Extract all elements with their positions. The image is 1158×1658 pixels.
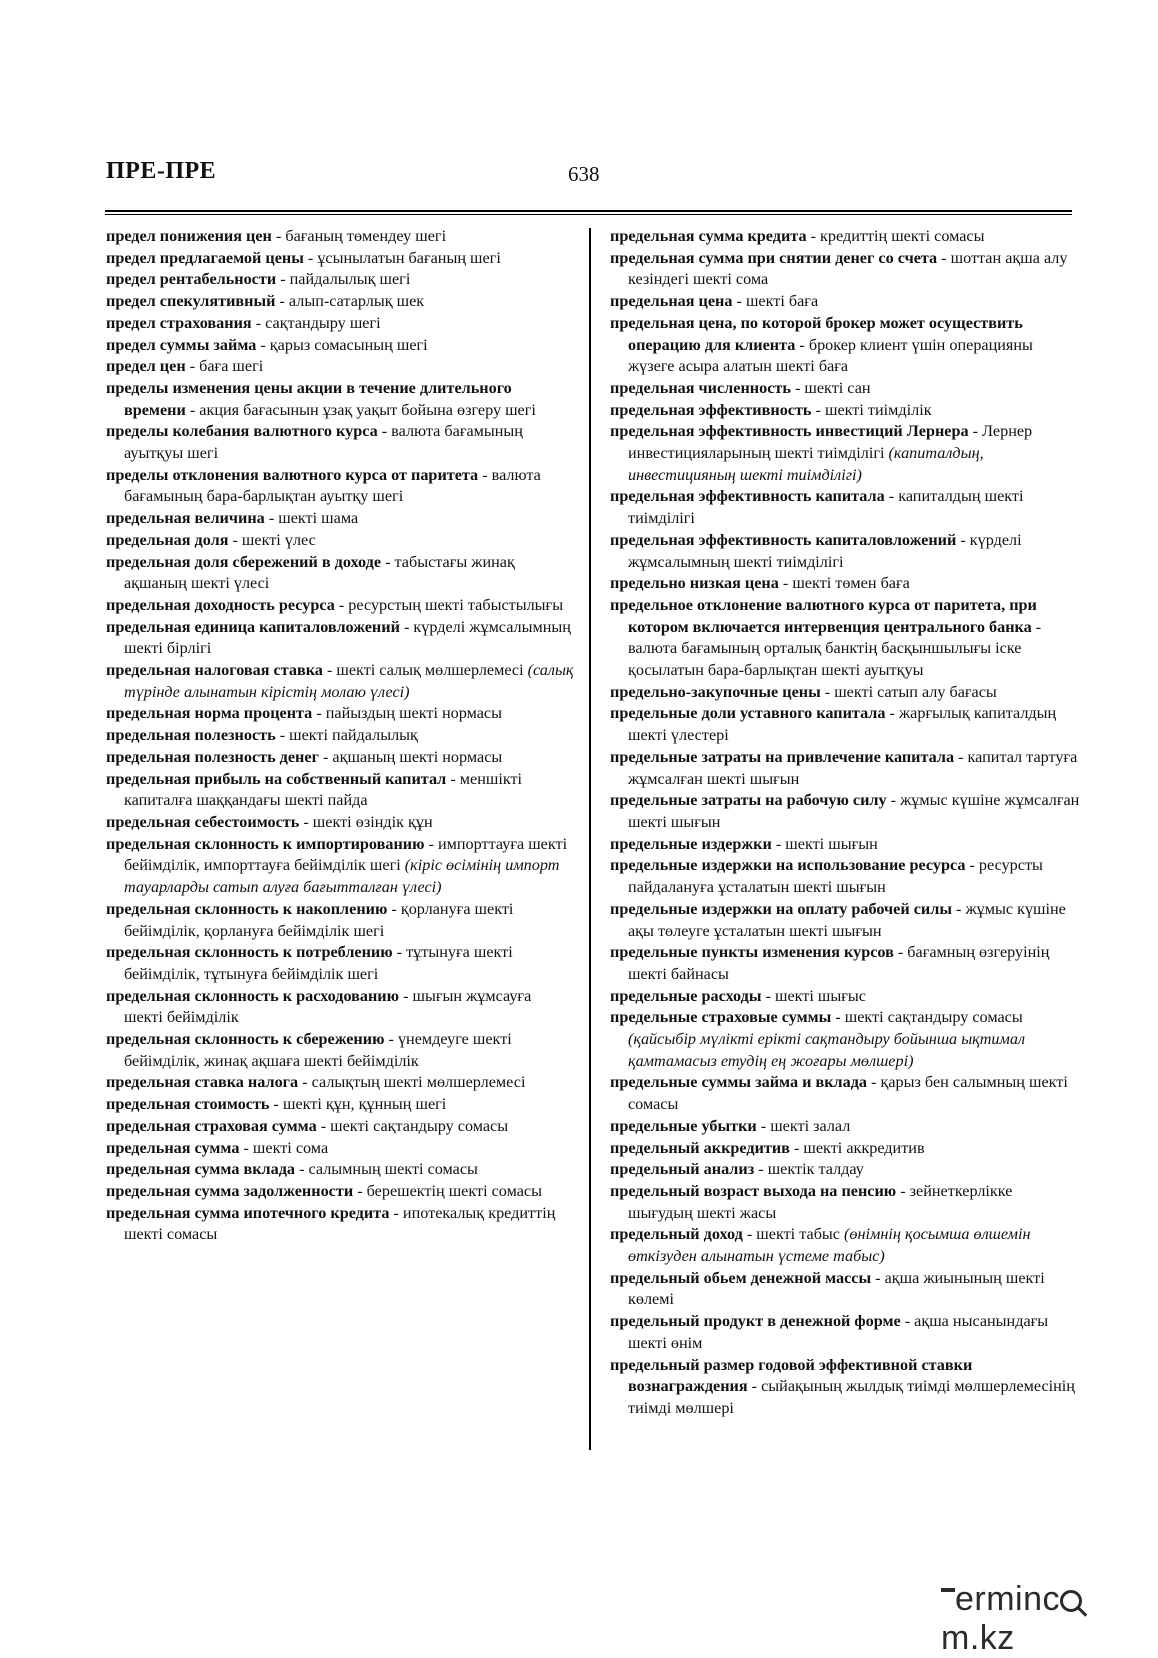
entry-term: предельная единица капиталовложений	[106, 617, 400, 636]
dictionary-entry	[106, 508, 574, 530]
entry-definition: - пайыздың шекті нормасы	[312, 704, 502, 723]
entry-term: предельное отклонение валютного курса от паритета, при котором включается интервенция центрального банка	[610, 595, 1037, 636]
entry-definition: - шекті құн, құнның шегі	[269, 1095, 447, 1114]
entry-term: предельная эффективность капиталовложений	[610, 530, 957, 549]
entry-term: предельный аккредитив	[610, 1138, 790, 1157]
entry-definition: - шекті пайдалылық	[275, 726, 418, 745]
entry-term: предельная склонность к расходованию	[106, 986, 400, 1005]
entry-term: предельные суммы займа и вклада	[610, 1073, 867, 1092]
entry-term: предельная склонность к импортированию	[106, 834, 425, 853]
dictionary-entry	[610, 421, 1080, 486]
entry-term: предельная склонность к потреблению	[106, 943, 393, 962]
entry-definition: - капитал тартуға жұмсалған шекті шығын	[628, 747, 1078, 788]
dictionary-entry	[610, 703, 1080, 746]
entry-definition: - сыйақының жылдық тиімді мөлшерлемесінің тиімді мөлшері	[628, 1377, 1075, 1417]
dictionary-entry	[610, 226, 1080, 248]
entry-definition: - үнемдеуге шекті бейімділік, жинақ ақшаға шекті бейімділік	[124, 1030, 512, 1070]
entry-note: (салық түрінде алынатын кірістің молаю үлесі)	[124, 661, 574, 701]
dictionary-entry	[610, 1355, 1080, 1420]
dictionary-entry	[610, 1224, 1080, 1267]
entry-definition: - алып-сатарлық шек	[275, 292, 425, 311]
entry-note: (капиталдың, инвестицияның шекті тиімділігі)	[628, 444, 984, 484]
entry-term: предел понижения цен	[106, 227, 272, 245]
entry-term: предельные расходы	[610, 986, 762, 1005]
entry-definition: - шекті табыс	[742, 1225, 845, 1244]
dictionary-entry	[106, 1116, 574, 1138]
entry-term: предел страхования	[106, 313, 252, 332]
entry-definition: - салықтың шекті мөлшерлемесі	[298, 1073, 526, 1092]
entry-definition: - ақшаның шекті нормасы	[318, 747, 503, 766]
dictionary-entry	[106, 226, 574, 248]
entry-term: предельная сумма при снятии денег со счета	[610, 248, 938, 267]
entry-definition: - ұсынылатын бағаның шегі	[303, 248, 501, 267]
right-column	[610, 226, 1080, 1420]
dictionary-entry	[610, 378, 1080, 400]
dictionary-entry	[106, 812, 574, 834]
logo-text-part1: erminc	[955, 1580, 1061, 1618]
entry-definition: - шекті сақтандыру сомасы	[316, 1116, 509, 1135]
entry-term: предельная себестоимость	[106, 812, 300, 831]
dictionary-entry	[106, 1138, 574, 1160]
entry-definition: - жұмыс күшіне жұмсалған шекті шығын	[628, 791, 1080, 831]
dictionary-entry	[610, 1181, 1080, 1224]
entry-term: предельная эффективность	[610, 400, 812, 419]
dictionary-entry	[610, 986, 1080, 1008]
dictionary-entry	[106, 1072, 574, 1094]
entry-term: предельная сумма ипотечного кредита	[106, 1203, 390, 1222]
dictionary-entry	[106, 465, 574, 508]
dictionary-entry	[106, 269, 574, 291]
dictionary-entry	[610, 682, 1080, 704]
dictionary-entry	[106, 356, 574, 378]
column-divider	[589, 228, 591, 1450]
entry-term: предел спекулятивный	[106, 292, 276, 311]
dictionary-entry	[610, 1159, 1080, 1181]
entry-definition: - пайдалылық шегі	[276, 270, 411, 289]
entry-definition: - табыстағы жинақ ақшаның шекті үлесі	[124, 552, 515, 593]
dictionary-entry	[610, 1116, 1080, 1138]
dictionary-entry	[610, 1268, 1080, 1311]
dictionary-entry	[106, 421, 574, 464]
entry-definition: - ресурсты пайдалануға ұсталатын шекті шығын	[628, 856, 1043, 897]
entry-term: предельные затраты на привлечение капитала	[610, 747, 955, 766]
dictionary-entry	[106, 834, 574, 899]
entry-term: предельная доходность ресурса	[106, 595, 335, 614]
entry-term: предельно низкая цена	[610, 574, 779, 593]
entry-term: предельная сумма кредита	[610, 227, 807, 245]
entry-definition: - жұмыс күшіне ақы төлеуге ұсталатын шекті шығын	[628, 899, 1066, 940]
entry-definition: - валюта бағамының орталық банктің басқыншылығы іске қосылатын бара-барлықтан шекті ауытқуы	[628, 617, 1042, 680]
dictionary-entry	[610, 834, 1080, 856]
dictionary-entry	[610, 942, 1080, 985]
entry-term: предельный анализ	[610, 1160, 755, 1179]
dictionary-entry	[106, 595, 574, 617]
header-rule-thin	[105, 214, 1072, 215]
entry-term: предельная сумма вклада	[106, 1160, 296, 1179]
entry-term: предельная доля	[106, 530, 229, 549]
dictionary-entry	[106, 291, 574, 313]
entry-term: предельные пункты изменения курсов	[610, 943, 894, 962]
entry-definition: - шекті үлес	[228, 530, 316, 549]
entry-definition: - шекті сатып алу бағасы	[820, 682, 997, 701]
entry-term: предельный размер годовой эффективной ставки вознаграждения	[610, 1355, 973, 1396]
dictionary-entry	[106, 986, 574, 1029]
entry-term: предельный возраст выхода на пенсию	[610, 1181, 897, 1200]
entry-definition: - Лернер инвестицияларының шекті тиімділігі	[628, 422, 1033, 463]
dictionary-entry	[610, 530, 1080, 573]
dictionary-entry	[106, 552, 574, 595]
entry-term: предельная ставка налога	[106, 1073, 299, 1092]
dictionary-entry	[106, 1203, 574, 1246]
entry-note: (өнімнің қосымша өлшемін өткізуден алынатын үстеме табыс)	[628, 1225, 1031, 1266]
dictionary-entry	[106, 725, 574, 747]
dictionary-entry	[106, 1029, 574, 1072]
entry-term: предельная доля сбережений в доходе	[106, 552, 382, 571]
entry-definition: - шекті аккредитив	[789, 1138, 925, 1157]
entry-definition: - шекті тиімділік	[811, 400, 932, 419]
dictionary-entry	[106, 1181, 574, 1203]
entry-definition: - брокер клиент үшін операцияны жүзеге асыра алатын шекті баға	[628, 335, 1033, 376]
entry-definition: - салымның шекті сомасы	[295, 1160, 478, 1179]
dictionary-entry	[610, 313, 1080, 378]
entry-term: предельная величина	[106, 509, 265, 528]
entry-term: предельная полезность	[106, 726, 276, 745]
entry-term: предельная склонность к накоплению	[106, 899, 388, 918]
dictionary-entry	[610, 899, 1080, 942]
entry-definition: - бағаның төмендеу шегі	[271, 227, 447, 245]
entry-definition: - шекті сома	[239, 1138, 329, 1157]
entry-definition: - шекті салық мөлшерлемесі	[322, 661, 528, 680]
entry-definition: - тұтынуға шекті бейімділік, тұтынуға бейімділік шегі	[124, 943, 513, 983]
entry-term: предельная стоимость	[106, 1095, 270, 1114]
entry-definition: - шығын жұмсауға шекті бейімділік	[124, 986, 532, 1027]
entry-definition: - капиталдың шекті тиімділігі	[628, 487, 1024, 528]
entry-definition: - қорлануға шекті бейімділік, қорлануға бейімділік шегі	[124, 899, 514, 940]
dictionary-entry	[106, 703, 574, 725]
entry-term: предельные издержки на использование ресурса	[610, 856, 966, 875]
entry-term: предельная сумма задолженности	[106, 1181, 354, 1200]
entry-definition: - валюта бағамының бара-барлықтан ауытқу шегі	[124, 465, 541, 506]
dictionary-entry	[610, 855, 1080, 898]
entry-term: предельные доли уставного капитала	[610, 704, 886, 723]
entry-term: предельные издержки	[610, 834, 772, 853]
entry-term: предельные страховые суммы	[610, 1008, 832, 1027]
dictionary-entry	[610, 1007, 1080, 1072]
termincom-logo	[941, 1580, 1141, 1657]
entry-term: предельная цена	[610, 292, 733, 311]
dictionary-entry	[106, 769, 574, 812]
entry-term: предельный доход	[610, 1225, 743, 1244]
dictionary-entry	[610, 595, 1080, 682]
entry-term: предельные затраты на рабочую силу	[610, 791, 887, 810]
entry-definition: - бағамның өзгеруінің шекті байнасы	[628, 943, 1050, 983]
dictionary-entry	[106, 660, 574, 703]
entry-term: пределы изменения цены акции в течение длительного времени	[106, 378, 512, 419]
dictionary-entry	[106, 1094, 574, 1116]
entry-definition: - ақша жиынының шекті көлемі	[628, 1268, 1045, 1309]
entry-term: предельная эффективность капитала	[610, 487, 885, 506]
entry-term: предельная налоговая ставка	[106, 661, 323, 680]
dictionary-entry	[610, 291, 1080, 313]
entry-term: предельная сумма	[106, 1138, 240, 1157]
entry-definition: - шекті өзіндік құн	[299, 812, 433, 831]
running-header: ПРЕ-ПРЕ	[106, 158, 217, 184]
entry-definition: - ресурстың шекті табыстылығы	[334, 595, 564, 614]
dictionary-entry	[106, 248, 574, 270]
dictionary-entry	[610, 747, 1080, 790]
entry-term: предельная прибыль на собственный капитал	[106, 769, 447, 788]
entry-definition: - шекті сан	[790, 378, 871, 397]
entry-definition: - ипотекалық кредиттің шекті сомасы	[124, 1203, 556, 1244]
entry-term: предельные убытки	[610, 1116, 757, 1135]
entry-definition: - меншікті капиталға шаққандағы шекті пайда	[124, 769, 523, 810]
dictionary-entry	[106, 313, 574, 335]
entry-term: предельный продукт в денежной форме	[610, 1312, 901, 1331]
entry-definition: - импорттауға шекті бейімділік, импорттауға бейімділік шегі	[124, 834, 568, 875]
entry-term: предел суммы займа	[106, 335, 257, 354]
entry-term: предельная численность	[610, 378, 791, 397]
dictionary-entry	[610, 248, 1080, 291]
entry-definition: - шекті баға	[732, 292, 819, 311]
entry-definition: - шоттан ақша алу кезіндегі шекті сома	[628, 248, 1068, 289]
entry-term: предельная страховая сумма	[106, 1116, 317, 1135]
entry-term: предельная эффективность инвестиций Лернера	[610, 422, 969, 441]
entry-note: (кіріс өсімінің импорт тауарларды сатып алуға бағытталған үлесі)	[124, 856, 560, 897]
entry-term: предел предлагаемой цены	[106, 248, 304, 267]
dictionary-entry	[106, 747, 574, 769]
logo-magnifier-icon	[1060, 1590, 1082, 1612]
header-rule	[105, 210, 1072, 212]
entry-definition: - берешектің шекті сомасы	[353, 1181, 542, 1200]
dictionary-entry	[610, 1311, 1080, 1354]
entry-term: предельные издержки на оплату рабочей силы	[610, 899, 952, 918]
page-number: 638	[568, 162, 600, 186]
entry-definition: - акция бағасынын ұзақ уақыт бойына өзгеру шегі	[185, 400, 536, 419]
dictionary-entry	[106, 530, 574, 552]
entry-term: предельная склонность к сбережению	[106, 1030, 385, 1049]
dictionary-entry	[610, 486, 1080, 529]
entry-note: (қайсыбір мүлікті ерікті сақтандыру бойынша ықтимал қамтамасыз етудің ең жоғары мөлшері)	[628, 1030, 1025, 1070]
entry-definition: - валюта бағамының ауытқуы шегі	[124, 422, 523, 463]
dictionary-entry	[106, 942, 574, 985]
dictionary-entry	[610, 400, 1080, 422]
entry-definition: - баға шегі	[185, 357, 264, 376]
logo-mark	[941, 1588, 955, 1592]
entry-term: предел цен	[106, 357, 186, 376]
entry-definition: - шекті шама	[264, 509, 359, 528]
entry-definition: - зейнеткерлікке шығудың шекті жасы	[628, 1181, 1013, 1222]
entry-definition: - күрделі жұмсалымның шекті бірлігі	[124, 617, 571, 658]
dictionary-entry	[106, 335, 574, 357]
entry-definition: - ақша нысанындағы шекті өнім	[628, 1312, 1049, 1352]
entry-term: пределы колебания валютного курса	[106, 422, 378, 441]
dictionary-entry	[106, 899, 574, 942]
entry-term: предельная полезность денег	[106, 747, 319, 766]
dictionary-entry	[610, 1138, 1080, 1160]
dictionary-entry	[106, 1159, 574, 1181]
dictionary-entry	[106, 617, 574, 660]
entry-definition: - қарыз сомасының шегі	[256, 335, 428, 354]
left-column	[106, 226, 574, 1246]
entry-definition: - шекті шығын	[771, 834, 878, 853]
entry-term: предельная норма процента	[106, 704, 313, 723]
dictionary-entry	[610, 573, 1080, 595]
entry-definition: - шекті шығыс	[761, 986, 866, 1005]
entry-definition: - жарғылық капиталдың шекті үлестері	[628, 704, 1057, 745]
entry-definition: - шектік талдау	[754, 1160, 864, 1179]
entry-term: пределы отклонения валютного курса от паритета	[106, 465, 479, 484]
entry-term: предельный обьем денежной массы	[610, 1268, 872, 1287]
entry-definition: - шекті залал	[756, 1116, 851, 1135]
dictionary-entry	[610, 1072, 1080, 1115]
entry-definition: - күрделі жұмсалымның шекті тиімділігі	[628, 530, 1022, 571]
dictionary-entry	[610, 790, 1080, 833]
entry-definition: - шекті сақтандыру сомасы	[831, 1008, 1023, 1027]
entry-definition: - қарыз бен салымның шекті сомасы	[628, 1073, 1068, 1114]
entry-definition: - сақтандыру шегі	[251, 313, 381, 332]
entry-term: предельно-закупочные цены	[610, 682, 821, 701]
entry-term: предел рентабельности	[106, 270, 277, 289]
entry-definition: - кредиттің шекті сомасы	[806, 227, 985, 245]
entry-term: предельная цена, по которой брокер может осуществить операцию для клиента	[610, 313, 1023, 354]
dictionary-entry	[106, 378, 574, 421]
logo-text-part2: m.kz	[941, 1619, 1015, 1657]
entry-definition: - шекті төмен баға	[778, 574, 910, 593]
